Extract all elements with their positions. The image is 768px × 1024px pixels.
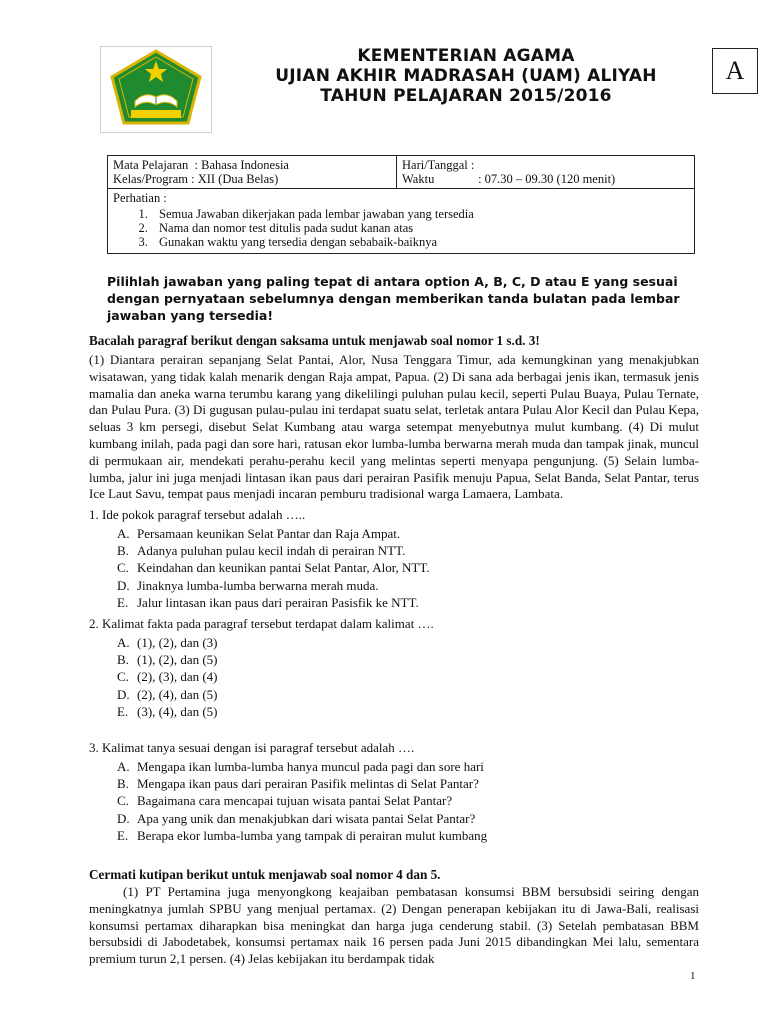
section-1-paragraph: (1) Diantara perairan sepanjang Selat Pantai, Alor, Nusa Tenggara Timur, ada kemungkinan yang menakjubkan wisatawan, yang tidak kalah menarik dengan Raja ampat, Papua. (2) Di sana ada berbagai jenis ikan, termasuk jenis mamalia dan aneka warna terumbu karang yang dikelilingi puluhan pulau kecil, seperti Pulau Buaya, Pulau Ternate, dan Pulau Pura. (3) Di gugusan pulau-pulau ini terdapat suatu selat, terletak antara Pulau Alor Kecil dan Pulau Kepa, seluas 3 km persegi, disebut Selat Kumbang atau warga setempat menyebutnya mulut kumbang. (4) Di mulut kumbang inilah, pada pagi dan sore hari, ratusan ekor lumba-lumba berwarna merah muda dan tampak jinak, muncul di permukaan air, mendekati perahu-perahu kecil yang melintas seperti menyapa pengunjung. (5) Selain lumba-lumba, jalur ini juga menjadi lintasan ikan paus dari perairan Pasifik menuju Papua, Selat Banda, Selat Pantar, terus Ice Laut Savu, tempat paus menjadi incaran pemburu tradisional warga Lamaera, Lambata.: [89, 352, 699, 502]
question-stem: 1. Ide pokok paragraf tersebut adalah …..: [89, 507, 306, 522]
option-a[interactable]: A. (1), (2), dan (3): [117, 635, 218, 650]
option-d[interactable]: D. Apa yang unik dan menakjubkan dari wisata pantai Selat Pantar?: [117, 810, 476, 826]
notes-cell: [108, 189, 695, 254]
question-1: [89, 507, 699, 611]
notes-list: [113, 207, 689, 249]
date-cell: [397, 156, 695, 189]
option-c[interactable]: C. Bagaimana cara mencapai tujuan wisata pantai Selat Pantar?: [117, 793, 453, 809]
question-stem: 2. Kalimat fakta pada paragraf tersebut terdapat dalam kalimat ….: [89, 616, 434, 631]
notes-label: Perhatian :: [113, 191, 167, 205]
subject-cell: [108, 156, 397, 189]
ministry-title: KEMENTERIAN AGAMA: [357, 46, 575, 66]
option-b[interactable]: B. Adanya puluhan pulau kecil indah di perairan NTT.: [117, 543, 406, 559]
option-a[interactable]: A. Mengapa ikan lumba-lumba hanya muncul pada pagi dan sore hari: [117, 759, 484, 774]
options-list: [89, 525, 699, 611]
section-2-title: Cermati kutipan berikut untuk menjawab soal nomor 4 dan 5.: [89, 867, 441, 882]
subject-text: Mata Pelajaran : Bahasa Indonesia: [113, 158, 289, 172]
option-d[interactable]: D. Jinaknya lumba-lumba berwarna merah muda.: [117, 577, 379, 593]
option-e[interactable]: E. Berapa ekor lumba-lumba yang tampak di perairan mulut kumbang: [117, 827, 488, 843]
section-1-title: Bacalah paragraf berikut dengan saksama untuk menjawab soal nomor 1 s.d. 3!: [89, 333, 540, 348]
question-2: [89, 616, 699, 720]
exam-title: UJIAN AKHIR MADRASAH (UAM) ALIYAH: [275, 66, 657, 86]
time-text: Waktu : 07.30 – 09.30 (120 menit): [402, 172, 616, 186]
page-number: 1: [690, 970, 696, 982]
option-e[interactable]: E. (3), (4), dan (5): [117, 703, 218, 719]
option-b[interactable]: B. Mengapa ikan paus dari perairan Pasifik melintas di Selat Pantar?: [117, 776, 479, 792]
option-a[interactable]: A. Persamaan keunikan Selat Pantar dan Raja Ampat.: [117, 526, 401, 541]
kemenag-emblem-icon: [101, 47, 211, 132]
class-text: Kelas/Program : XII (Dua Belas): [113, 172, 279, 186]
note-item: 1. Semua Jawaban dikerjakan pada lembar jawaban yang tersedia: [151, 207, 689, 221]
school-year: TAHUN PELAJARAN 2015/2016: [320, 86, 612, 106]
exam-code-box: A: [712, 48, 758, 94]
option-e[interactable]: E. Jalur lintasan ikan paus dari perairan Pasisfik ke NTT.: [117, 594, 419, 610]
options-list: [89, 634, 699, 720]
question-stem: 3. Kalimat tanya sesuai dengan isi paragraf tersebut adalah ….: [89, 740, 415, 755]
options-list: [89, 758, 699, 844]
section-2-paragraph: (1) PT Pertamina juga menyongkong keajaiban pembatasan konsumsi BBM bersubsidi seiring dengan meningkatnya jumlah SPBU yang menjual pertamax. (2) Dengan penerapan kebijakan itu di Jawa-Bali, realisasi konsumsi pertamax diharapkan bisa meningkat dan harga juga cenderung stabil. (3) Setelah pembatasan BBM bersubsidi di Jabodetabek, konsumsi pertamax naik 16 persen pada Juni 2015 dibandingkan Mei lalu, sementara premium turun 2,1 persen. (4) Jelas kebijakan itu berdampak tidak: [89, 884, 699, 967]
option-b[interactable]: B. (1), (2), dan (5): [117, 652, 218, 668]
question-3: [89, 740, 699, 844]
date-text: Hari/Tanggal :: [402, 158, 475, 172]
document-header: [236, 46, 696, 106]
option-c[interactable]: C. Keindahan dan keunikan pantai Selat Pantar, Alor, NTT.: [117, 560, 430, 576]
option-c[interactable]: C. (2), (3), dan (4): [117, 669, 218, 685]
option-d[interactable]: D. (2), (4), dan (5): [117, 686, 218, 702]
exam-info-table: [107, 155, 695, 254]
note-item: 3. Gunakan waktu yang tersedia dengan sebabaik-baiknya: [151, 235, 689, 249]
note-item: 2. Nama dan nomor test ditulis pada sudut kanan atas: [151, 221, 689, 235]
general-instruction: Pilihlah jawaban yang paling tepat di antara option A, B, C, D atau E yang sesuai dengan pernyataan sebelumnya dengan memberikan tanda bulatan pada lembar jawaban yang tersedia!: [107, 274, 680, 323]
logo-frame: [100, 46, 212, 133]
